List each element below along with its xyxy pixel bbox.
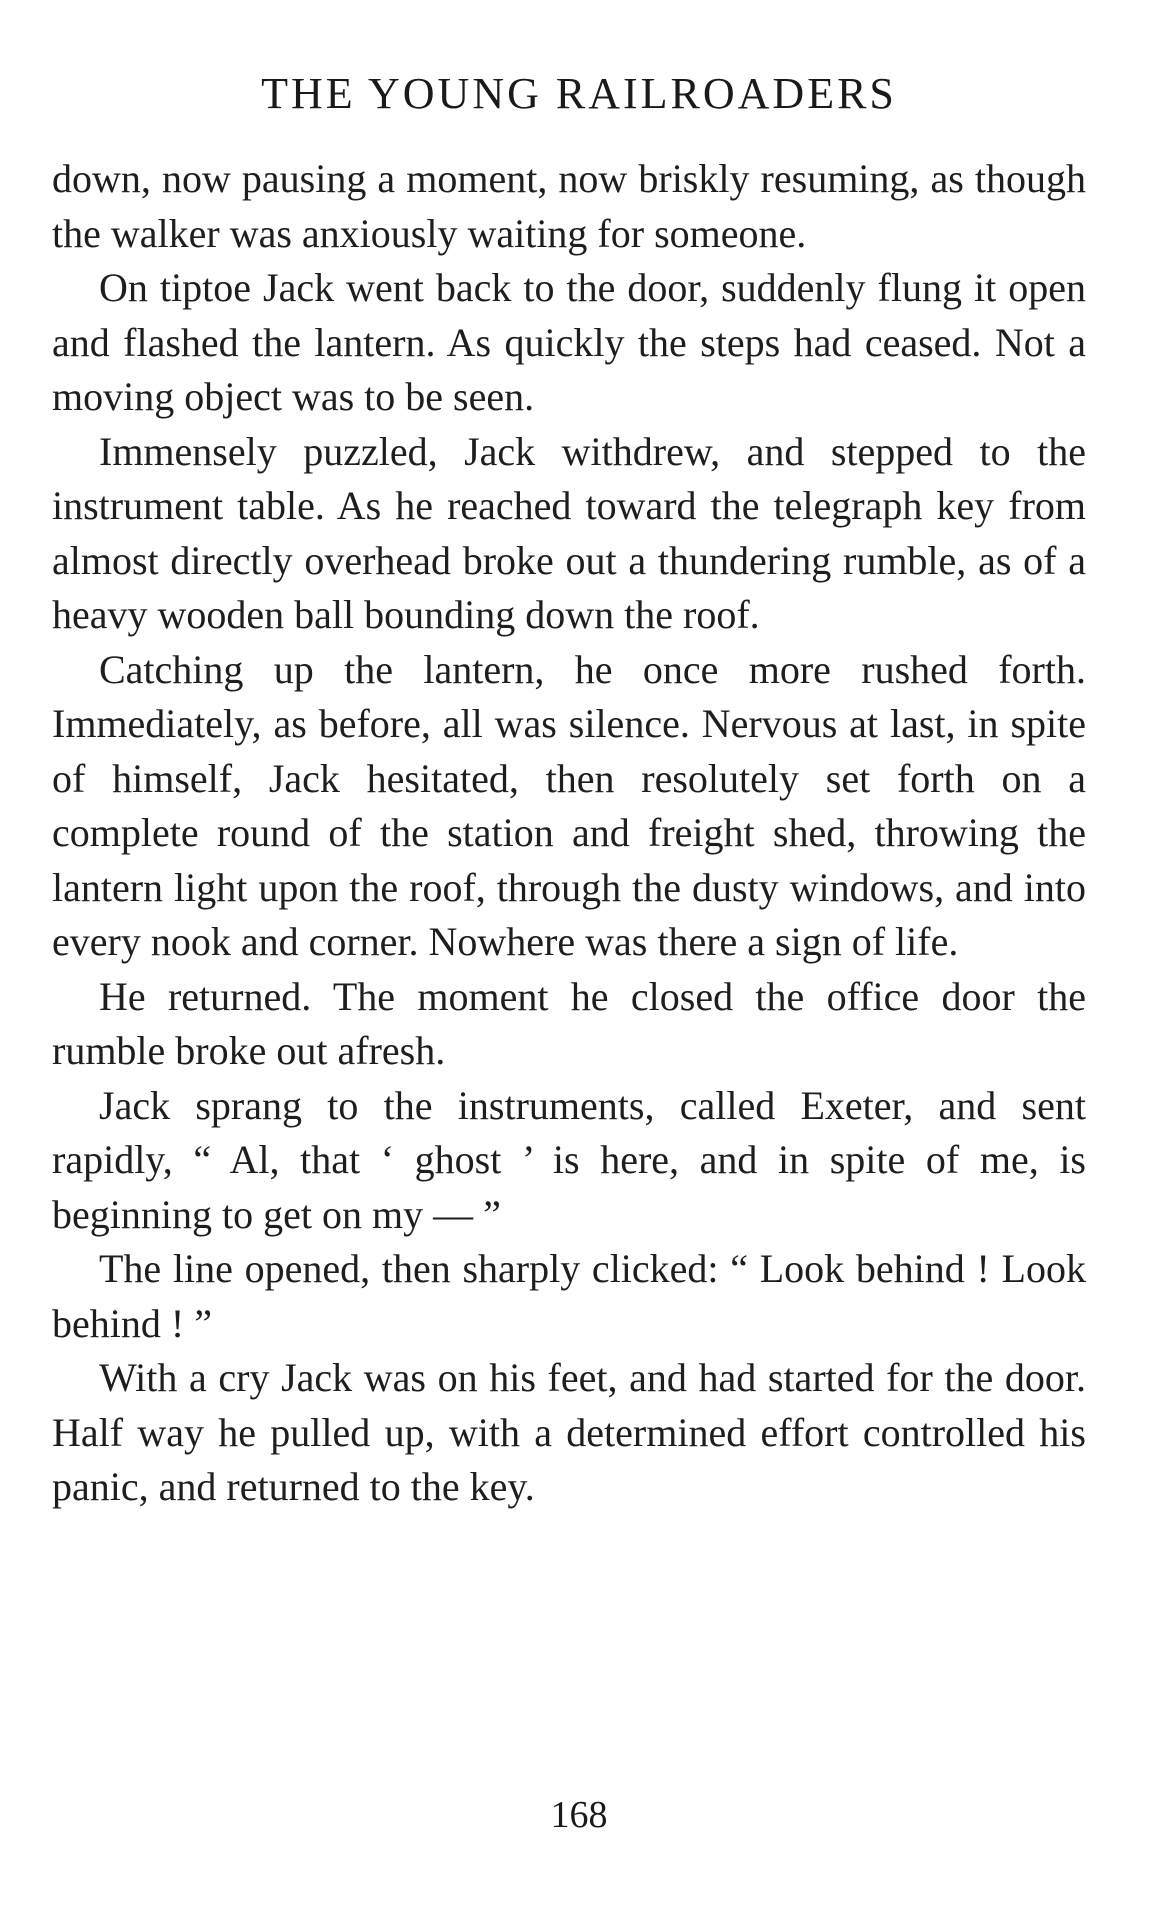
paragraph-continuation: down, now pausing a moment, now briskly resuming, as though the walker was anxiously waiting for someone. — [52, 156, 1086, 256]
paragraph: On tiptoe Jack went back to the door, suddenly flung it open and flashed the lantern. As quickly the steps had ceased. Not a moving object was to be seen. — [52, 265, 1086, 419]
paragraph: With a cry Jack was on his feet, and had started for the door. Half way he pulled up, with a determined effort controlled his panic, and returned to the key. — [52, 1355, 1086, 1509]
paragraph: Catching up the lantern, he once more rushed forth. Immediately, as before, all was silence. Nervous at last, in spite of himself, Jack hesitated, then resolutely set forth on a complete round of the station and freight shed, throwing the lantern light upon the roof, through the dusty windows, and into every nook and corner. Nowhere was there a sign of life. — [52, 646, 1086, 964]
paragraph: The line opened, then sharply clicked: “ Look behind ! Look behind ! ” — [52, 1246, 1086, 1346]
paragraph: Immensely puzzled, Jack withdrew, and stepped to the instrument table. As he reached toward the telegraph key from almost directly overhead broke out a thundering rumble, as of a heavy wooden ball bounding down the roof. — [52, 428, 1086, 637]
paragraph: Jack sprang to the instruments, called Exeter, and sent rapidly, “ Al, that ‘ ghost ’ is here, and in spite of me, is beginning to get on my — ” — [52, 1082, 1086, 1237]
paragraph: He returned. The moment he closed the office door the rumble broke out afresh. — [52, 973, 1086, 1073]
running-head-title: THE YOUNG RAILROADERS — [261, 69, 897, 118]
page-number: 168 — [550, 1794, 608, 1836]
body-text — [52, 152, 1086, 1515]
